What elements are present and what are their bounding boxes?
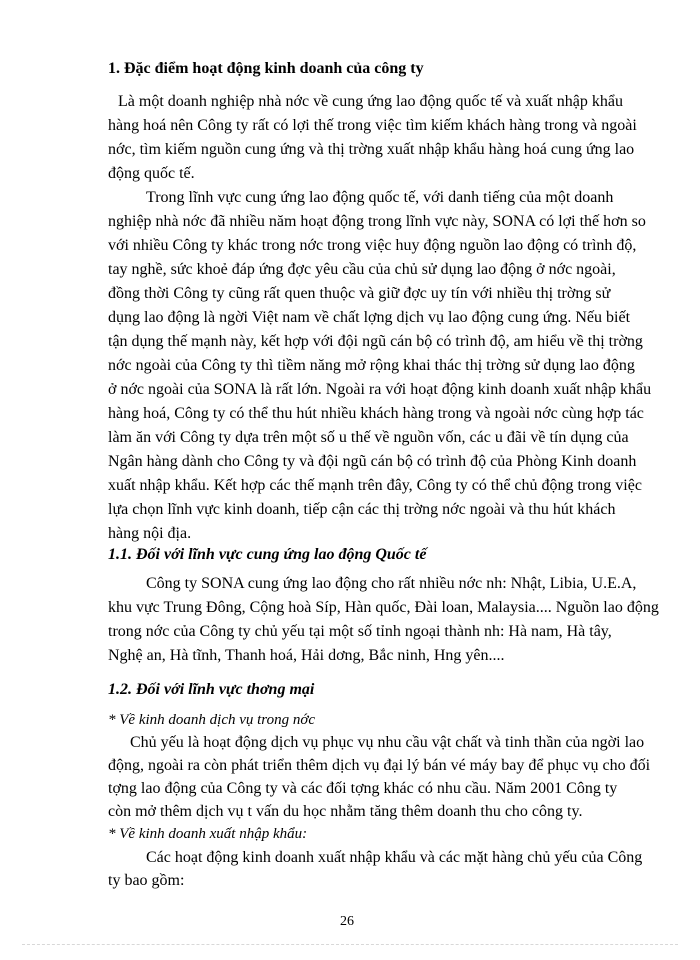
paragraph-line: tợng lao động của Công ty và các đối tợng khác có nhu cầu. Năm 2001 Công ty	[108, 780, 618, 797]
paragraph-line: nghiệp nhà nớc đã nhiều năm hoạt động trong lĩnh vực này, SONA có lợi thế hơn so	[108, 213, 646, 230]
paragraph-line: xuất nhập khẩu. Kết hợp các thế mạnh trên đây, Công ty có thể chủ động trong việc	[108, 477, 642, 494]
paragraph-line: hàng hoá, Công ty có thể thu hút nhiều khách hàng trong và ngoài nớc cùng hợp tác	[108, 405, 644, 422]
paragraph-line: làm ăn với Công ty dựa trên một số u thế về nguồn vốn, các u đãi về tín dụng của	[108, 429, 629, 446]
paragraph-line: Chủ yếu là hoạt động dịch vụ phục vụ nhu cầu vật chất và tinh thần của ngời lao	[130, 734, 645, 751]
paragraph-line: động, ngoài ra còn phát triển thêm dịch vụ đại lý bán vé máy bay để phục vụ cho đối	[108, 757, 651, 774]
paragraph-line: Nghệ an, Hà tĩnh, Thanh hoá, Hải dơng, Bắc ninh, Hng yên....	[108, 647, 505, 664]
page-number: 26	[340, 914, 354, 929]
paragraph-line: Công ty SONA cung ứng lao động cho rất nhiều nớc nh: Nhật, Libia, U.E.A,	[146, 575, 637, 592]
page-divider	[22, 944, 678, 945]
paragraph-line: khu vực Trung Đông, Cộng hoà Síp, Hàn quốc, Đài loan, Malaysia.... Nguồn lao động	[108, 599, 659, 616]
paragraph-line: động quốc tế.	[108, 165, 195, 182]
paragraph-line: còn mở thêm dịch vụ t vấn du học nhằm tăng thêm doanh thu cho công ty.	[108, 803, 583, 820]
paragraph-line: Trong lĩnh vực cung ứng lao động quốc tế, với danh tiếng của một doanh	[146, 189, 614, 206]
subsection-heading: 1.1. Đối với lĩnh vực cung ứng lao động Quốc tế	[108, 546, 427, 563]
paragraph-line: trong nớc của Công ty chủ yếu tại một số tỉnh ngoại thành nh: Hà nam, Hà tây,	[108, 623, 612, 640]
paragraph-line: ở nớc ngoài của SONA là rất lớn. Ngoài ra với hoạt động kinh doanh xuất nhập khẩu	[108, 381, 652, 398]
paragraph-line: Các hoạt động kinh doanh xuất nhập khẩu và các mặt hàng chủ yếu của Công	[146, 849, 643, 866]
paragraph-line: đồng thời Công ty cũng rất quen thuộc và giữ đợc uy tín với nhiều thị trờng sử	[108, 285, 611, 302]
paragraph-line: dụng lao động là ngời Việt nam về chất lợng dịch vụ lao động cung ứng. Nếu biết	[108, 309, 631, 326]
paragraph-line: Ngân hàng dành cho Công ty và đội ngũ cán bộ có trình độ của Phòng Kinh doanh	[108, 453, 637, 470]
subsection-heading: 1.2. Đối với lĩnh vực thơng mại	[108, 681, 315, 698]
paragraph-line: nớc ngoài của Công ty thì tiềm năng mở rộng khai thác thị trờng sử dụng lao động	[108, 357, 635, 374]
paragraph-line: hàng hoá nên Công ty rất có lợi thế trong việc tìm kiếm khách hàng trong và ngoài	[108, 117, 637, 134]
paragraph-line: lựa chọn lĩnh vực kinh doanh, tiếp cận các thị trờng nớc ngoài và thu hút khách	[108, 501, 616, 518]
paragraph-line: tay nghề, sức khoẻ đáp ứng đợc yêu cầu của chủ sử dụng lao động ở nớc ngoài,	[108, 261, 616, 278]
paragraph-line: với nhiều Công ty khác trong nớc trong việc huy động nguồn lao động có trình độ,	[108, 237, 637, 254]
paragraph-line: nớc, tìm kiếm nguồn cung ứng và thị trờng xuất nhập khẩu hàng hoá cung ứng lao	[108, 141, 635, 158]
sub-heading: * Về kinh doanh dịch vụ trong nớc	[108, 712, 315, 728]
paragraph-line: tận dụng thế mạnh này, kết hợp với đội ngũ cán bộ có trình độ, am hiểu về thị trờng	[108, 333, 643, 350]
paragraph-line: hàng nội địa.	[108, 525, 192, 542]
sub-heading: * Về kinh doanh xuất nhập khẩu:	[108, 826, 308, 842]
section-heading: 1. Đặc điểm hoạt động kinh doanh của công ty	[108, 60, 424, 77]
paragraph-line: Là một doanh nghiệp nhà nớc về cung ứng lao động quốc tế và xuất nhập khẩu	[118, 93, 623, 110]
paragraph-line: ty bao gồm:	[108, 872, 185, 889]
